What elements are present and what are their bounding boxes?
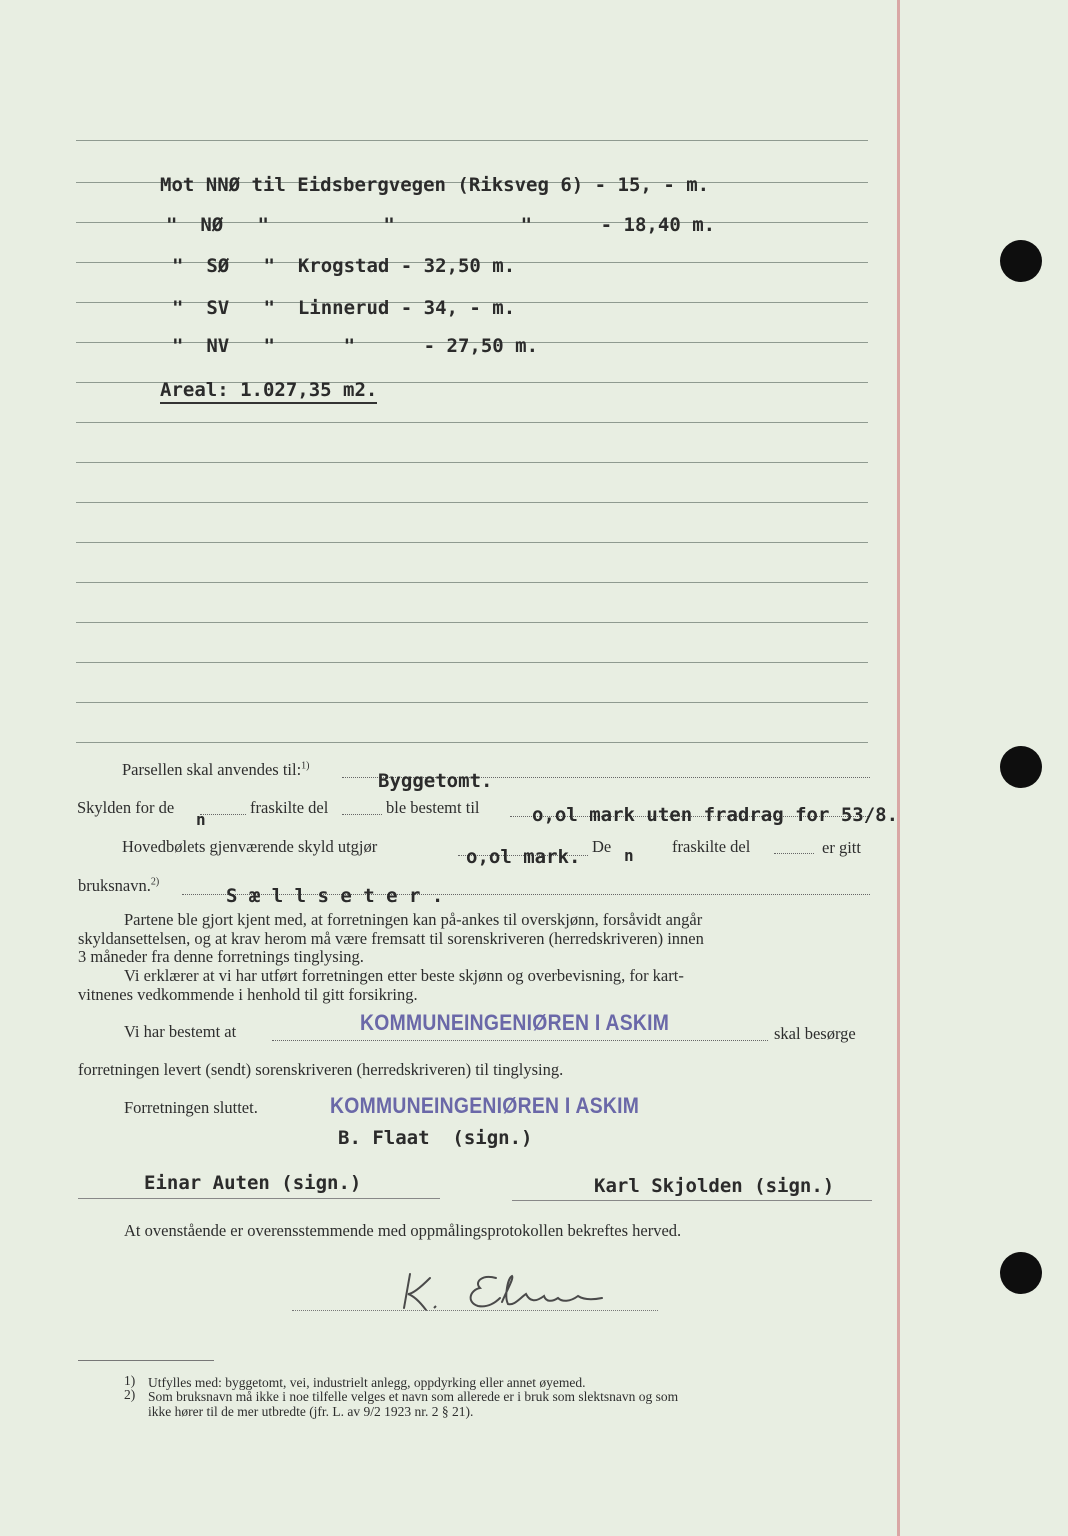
skylden-label-b: fraskilte del xyxy=(250,798,329,817)
signature-line xyxy=(512,1200,872,1201)
ruled-line xyxy=(76,702,868,703)
paragraph-appeal xyxy=(78,911,874,967)
skylden-label: Skylden for de xyxy=(77,798,175,817)
ruled-line xyxy=(76,422,868,423)
hoved-label-c: er gitt xyxy=(822,838,861,857)
dotted-line xyxy=(342,814,382,815)
boundary-line: " NV " " - 27,50 m. xyxy=(172,335,539,357)
bestemt-label: Vi har bestemt at xyxy=(124,1022,237,1041)
hoved-label-b: fraskilte del xyxy=(672,837,751,856)
dotted-line xyxy=(272,1040,768,1041)
signature-line xyxy=(78,1198,440,1199)
bruks-value: S æ l l s e t e r . xyxy=(226,885,444,907)
paragraph-line: Vi erklærer at vi har utført forretningen etter beste skjønn og overbevisning, for kart- xyxy=(124,966,684,985)
punch-hole xyxy=(1000,746,1042,788)
ruled-line xyxy=(76,462,868,463)
signature-left: Einar Auten (sign.) xyxy=(144,1172,362,1194)
parsellen-value: Byggetomt. xyxy=(378,770,493,792)
municipal-stamp: KOMMUNEINGENIØREN I ASKIM xyxy=(360,1010,670,1035)
footnote-rule xyxy=(78,1360,214,1361)
bruks-label: bruksnavn.$^{2)}$ xyxy=(78,876,160,895)
dotted-line xyxy=(200,814,246,815)
boundary-line: Mot NNØ til Eidsbergvegen (Riksveg 6) - 15, - m. xyxy=(160,174,710,196)
paragraph-line: vitnenes vedkommende i henhold til gitt forsikring. xyxy=(78,984,418,1004)
footnote-text: ikke hører til de mer utbredte (jfr. L. av 9/2 1923 nr. 2 § 21). xyxy=(148,1404,474,1419)
punch-hole xyxy=(1000,1252,1042,1294)
certification-text: At ovenstående er overensstemmende med oppmålingsprotokollen bekreftes herved. xyxy=(124,1221,682,1240)
boundary-line: " NØ " " " - 18,40 m. xyxy=(166,214,716,236)
ruled-line xyxy=(76,582,868,583)
sluttet-label: Forretningen sluttet. xyxy=(124,1098,258,1117)
municipal-stamp: KOMMUNEINGENIØREN I ASKIM xyxy=(330,1093,640,1118)
footnote-text: Utfylles med: byggetomt, vei, industrielt anlegg, oppdyrking eller annet øyemed. xyxy=(148,1375,586,1390)
paragraph-line: Partene ble gjort kjent med, at forretningen kan på-ankes til overskjønn, forsåvidt angår xyxy=(124,910,703,929)
footnote-text: Som bruksnavn må ikke i noe tilfelle velges et navn som allerede er i bruk som slektsnavn og som xyxy=(148,1389,679,1404)
ruled-line xyxy=(76,742,868,743)
signature-right: Karl Skjolden (sign.) xyxy=(594,1175,835,1197)
ruled-line xyxy=(76,542,868,543)
ruled-line xyxy=(76,140,868,141)
hoved-de: De xyxy=(592,837,612,856)
paragraph-line: 3 måneder fra denne forretnings tinglysing. xyxy=(78,947,364,966)
boundary-line: " SV " Linnerud - 34, - m. xyxy=(172,297,516,319)
skylden-label-c: ble bestemt til xyxy=(386,798,480,817)
handwritten-signature xyxy=(396,1268,636,1314)
ruled-line xyxy=(76,502,868,503)
parsellen-label: Parsellen skal anvendes til:$^{1)}$ xyxy=(122,760,310,779)
punch-hole xyxy=(1000,240,1042,282)
dotted-line xyxy=(774,853,814,854)
paragraph-line: skyldansettelsen, og at krav herom må være fremsatt til sorenskriveren (herredskriveren) innen xyxy=(78,928,704,948)
ruled-line xyxy=(76,622,868,623)
area-value: Areal: 1.027,35 m2. xyxy=(160,379,377,404)
skylden-suffix: n xyxy=(196,810,206,829)
dotted-line xyxy=(292,1310,658,1311)
hoved-label: Hovedbølets gjenværende skyld utgjør xyxy=(122,837,378,856)
margin-line xyxy=(897,0,900,1536)
boundary-line: " SØ " Krogstad - 32,50 m. xyxy=(172,255,516,277)
footnote-mark: 2) xyxy=(124,1387,136,1402)
bestemt-label-b: skal besørge xyxy=(774,1024,856,1043)
ruled-line xyxy=(76,662,868,663)
hoved-suffix: n xyxy=(624,846,634,865)
footnote-mark: 1) xyxy=(124,1373,136,1388)
signer-name: B. Flaat (sign.) xyxy=(338,1127,533,1149)
paragraph-declaration xyxy=(78,967,874,1004)
bestemt-line2: forretningen levert (sendt) sorenskriveren (herredskriveren) til tinglysing. xyxy=(78,1060,564,1079)
skylden-value: o,ol mark uten fradrag for 53/8. xyxy=(532,804,899,826)
hoved-value: o,ol mark. xyxy=(466,846,581,868)
